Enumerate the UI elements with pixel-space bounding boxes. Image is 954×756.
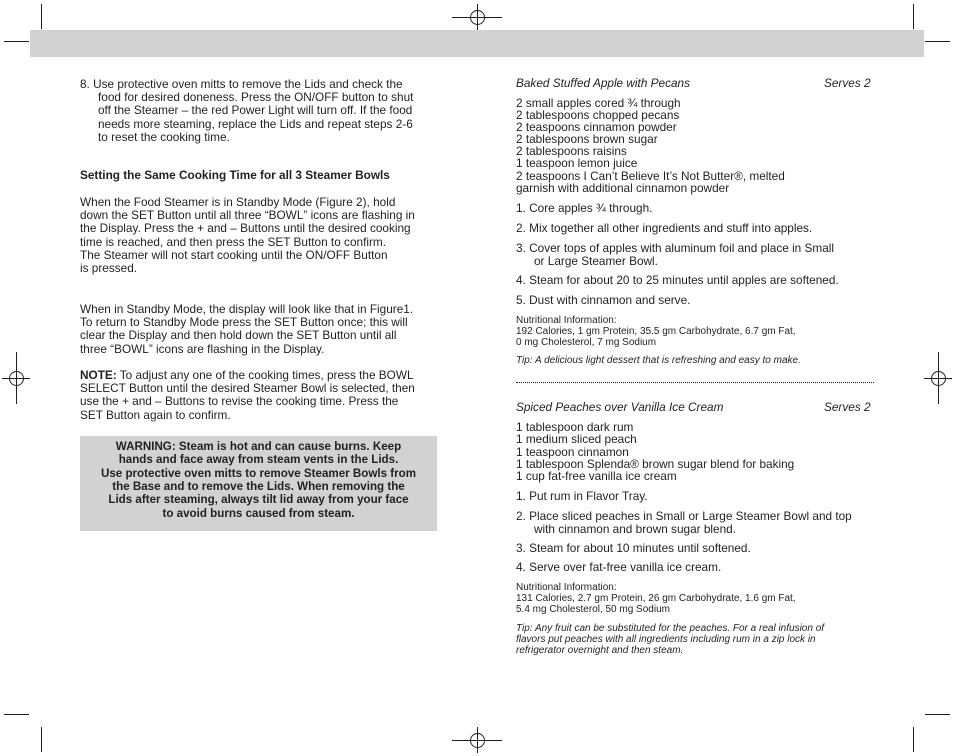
nutrition-info: Nutritional Information: 192 Calories, 1 gm Protein, 35.5 gm Carbohydrate, 6.7 gm Fat, 0 mg Cholesterol, 7 mg Sodium	[516, 315, 796, 348]
crop-mark	[4, 714, 29, 715]
registration-mark-bottom	[452, 727, 502, 753]
recipe-serves: Serves 2	[824, 76, 871, 90]
crop-mark	[41, 727, 42, 752]
crop-mark	[925, 714, 950, 715]
recipe-step: 2. Mix together all other ingredients and stuff into apples.	[516, 221, 813, 235]
note-label: NOTE:	[80, 368, 117, 382]
paragraph-standby-mode: When in Standby Mode, the display will look like that in Figure1. To return to Standby Mode press the SET Button once; this will clear the Display and then hold down the SET Button until all three “BOWL” icons are flashing in the Display.	[80, 302, 414, 356]
crop-mark	[41, 4, 42, 29]
recipe-step: 1. Put rum in Flavor Tray.	[516, 489, 648, 503]
crop-mark	[4, 41, 29, 42]
warning-box: WARNING: Steam is hot and can cause burns. Keep hands and face away from steam vents in the Lids. Use protective oven mitts to remove Steamer Bowls from the Base and to remove the Lids. When removing the Lids after steaming, always tilt lid away from your face to avoid burns caused from steam.	[80, 436, 437, 531]
recipe-title: Baked Stuffed Apple with Pecans	[516, 76, 691, 90]
crop-mark	[913, 727, 914, 752]
recipe-tip: Tip: Any fruit can be substituted for the peaches. For a real infusion of flavors put peaches with all ingredients including rum in a zip lock in refrigerator overnight and then steam.	[516, 623, 825, 656]
registration-mark-left	[2, 352, 30, 404]
recipe-step: 2. Place sliced peaches in Small or Large Steamer Bowl and top with cinnamon and brown sugar blend.	[516, 509, 852, 537]
recipe-serves: Serves 2	[824, 400, 871, 414]
ingredient-list: 1 tablespoon dark rum 1 medium sliced peach 1 teaspoon cinnamon 1 tablespoon Splenda® brown sugar blend for baking 1 cup fat-free vanilla ice cream	[516, 420, 795, 484]
paragraph-standby-set: When the Food Steamer is in Standby Mode (Figure 2), hold down the SET Button until all three “BOWL” icons are flashing in the Display. Press the + and – Buttons until the desired cooking time is reached, and then press the SET Button to confirm. The Steamer will not start cooking until the ON/OFF Button is pressed.	[80, 195, 415, 276]
header-band	[30, 30, 924, 57]
recipe-step: 4. Serve over fat-free vanilla ice cream.	[516, 560, 722, 574]
recipe-step: 5. Dust with cinnamon and serve.	[516, 293, 691, 307]
recipe-divider	[516, 382, 874, 383]
recipe-step: 4. Steam for about 20 to 25 minutes until apples are softened.	[516, 273, 839, 287]
recipe-step: 3. Steam for about 10 minutes until softened.	[516, 541, 751, 555]
recipe-title: Spiced Peaches over Vanilla Ice Cream	[516, 400, 724, 414]
step-8: 8. Use protective oven mitts to remove the Lids and check the food for desired doneness. Press the ON/OFF button to shut off the Steamer – the red Power Light will turn off. If the food needs more steaming, replace the Lids and repeat steps 2-6 to reset the cooking time.	[80, 77, 414, 144]
recipe-tip: Tip: A delicious light dessert that is refreshing and easy to make.	[516, 355, 801, 366]
registration-mark-top	[452, 4, 502, 30]
nutrition-info: Nutritional Information: 131 Calories, 2.7 gm Protein, 26 gm Carbohydrate, 1.6 gm Fat, 5.4 mg Cholesterol, 50 mg Sodium	[516, 582, 796, 615]
recipe-step: 1. Core apples ¾ through.	[516, 201, 653, 215]
recipe-step: 3. Cover tops of apples with aluminum foil and place in Small or Large Steamer Bowl.	[516, 241, 835, 269]
registration-mark-right	[924, 352, 952, 404]
section-heading: Setting the Same Cooking Time for all 3 Steamer Bowls	[80, 168, 390, 182]
crop-mark	[913, 4, 914, 29]
note-paragraph: NOTE: To adjust any one of the cooking times, press the BOWL SELECT Button until the desired Steamer Bowl is selected, then use the + and – Buttons to revise the cooking time. Press the SET Button again to confirm.	[80, 368, 415, 422]
crop-mark	[925, 41, 950, 42]
ingredient-list: 2 small apples cored ¾ through 2 tablespoons chopped pecans 2 teaspoons cinnamon powder 2 tablespoons brown sugar 2 tablespoons raisins 1 teaspoon lemon juice 2 teaspoons I Can’t Believe It’s Not Butter®, melted garnish with additional cinnamon powder	[516, 96, 785, 195]
